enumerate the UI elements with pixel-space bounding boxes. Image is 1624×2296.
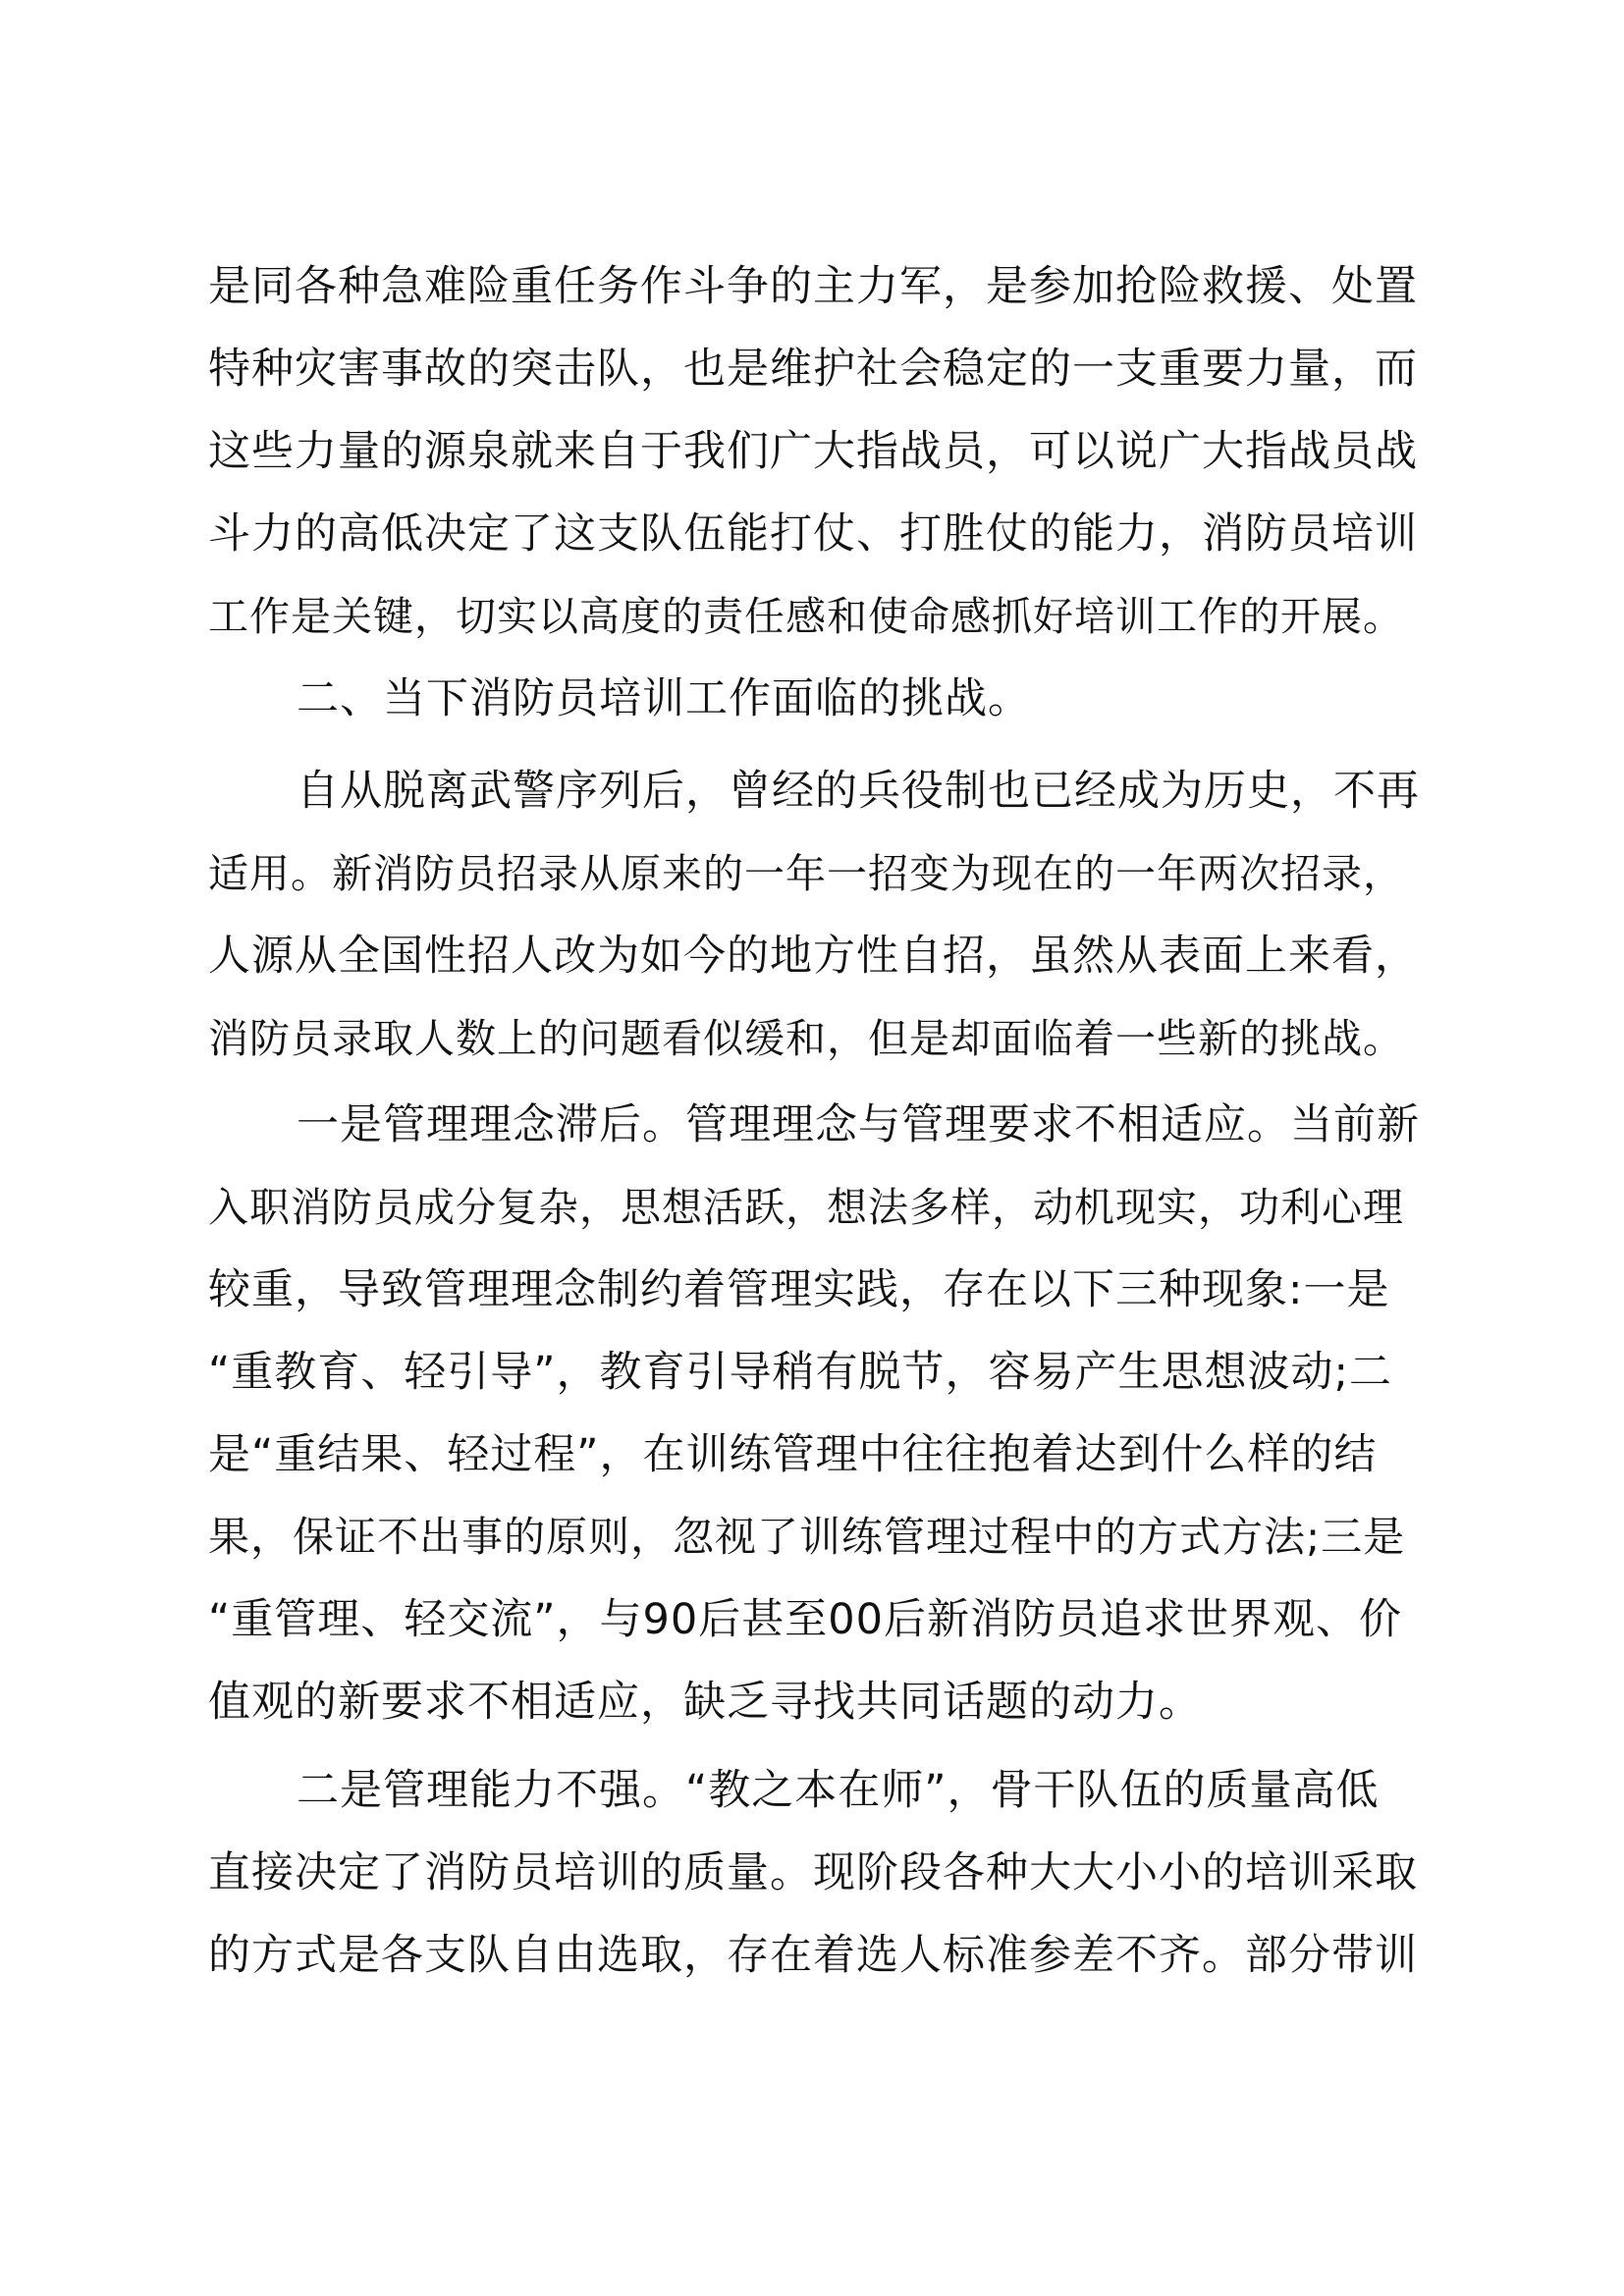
text-line: 这些力量的源泉就来自于我们广大指战员，可以说广大指战员战 (208, 427, 1418, 476)
text-line: 是“重结果、轻过程”，在训练管理中往往抱着达到什么样的结 (208, 1430, 1378, 1479)
section-heading: 二、当下消防员培训工作面临的挑战。 (297, 674, 1031, 723)
text-line: 特种灾害事故的突击队，也是维护社会稳定的一支重要力量，而 (208, 345, 1418, 394)
text-line: 一是管理理念滞后。管理理念与管理要求不相适应。当前新 (297, 1100, 1420, 1149)
text-line: 消防员录取人数上的问题看似缓和，但是却面临着一些新的挑战。 (208, 1015, 1404, 1062)
text-line: 较重，导致管理理念制约着管理实践，存在以下三种现象:一是 (208, 1265, 1390, 1314)
text-line: “重教育、轻引导”，教育引导稍有脱节，容易产生思想波动;二 (208, 1348, 1393, 1397)
text-line: 直接决定了消防员培训的质量。现阶段各种大大小小的培训采取 (208, 1848, 1418, 1897)
text-line: “重管理、轻交流”，与90后甚至00后新消防员追求世界观、价 (208, 1595, 1402, 1644)
text-line: 果，保证不出事的原则，忽视了训练管理过程中的方式方法;三是 (208, 1513, 1406, 1561)
text-line: 工作是关键，切实以高度的责任感和使命感抓好培训工作的开展。 (208, 593, 1404, 640)
text-line: 入职消防员成分复杂，思想活跃，想法多样，动机现实，功利心理 (208, 1184, 1404, 1231)
text-line: 值观的新要求不相适应，缺乏寻找共同话题的动力。 (208, 1678, 1202, 1727)
text-line: 人源从全国性招人改为如今的地方性自招，虽然从表面上来看， (208, 932, 1418, 981)
text-line: 的方式是各支队自由选取，存在着选人标准参差不齐。部分带训 (208, 1931, 1418, 1980)
text-line: 斗力的高低决定了这支队伍能打仗、打胜仗的能力，消防员培训 (208, 509, 1418, 559)
text-line: 二是管理能力不强。“教之本在师”，骨干队伍的质量高低 (297, 1766, 1380, 1815)
text-line: 是同各种急难险重任务作斗争的主力军，是参加抢险救援、处置 (208, 262, 1418, 311)
text-line: 自从脱离武警序列后，曾经的兵役制也已经成为历史，不再 (297, 767, 1420, 816)
text-line: 适用。新消防员招录从原来的一年一招变为现在的一年两次招录， (208, 850, 1404, 897)
